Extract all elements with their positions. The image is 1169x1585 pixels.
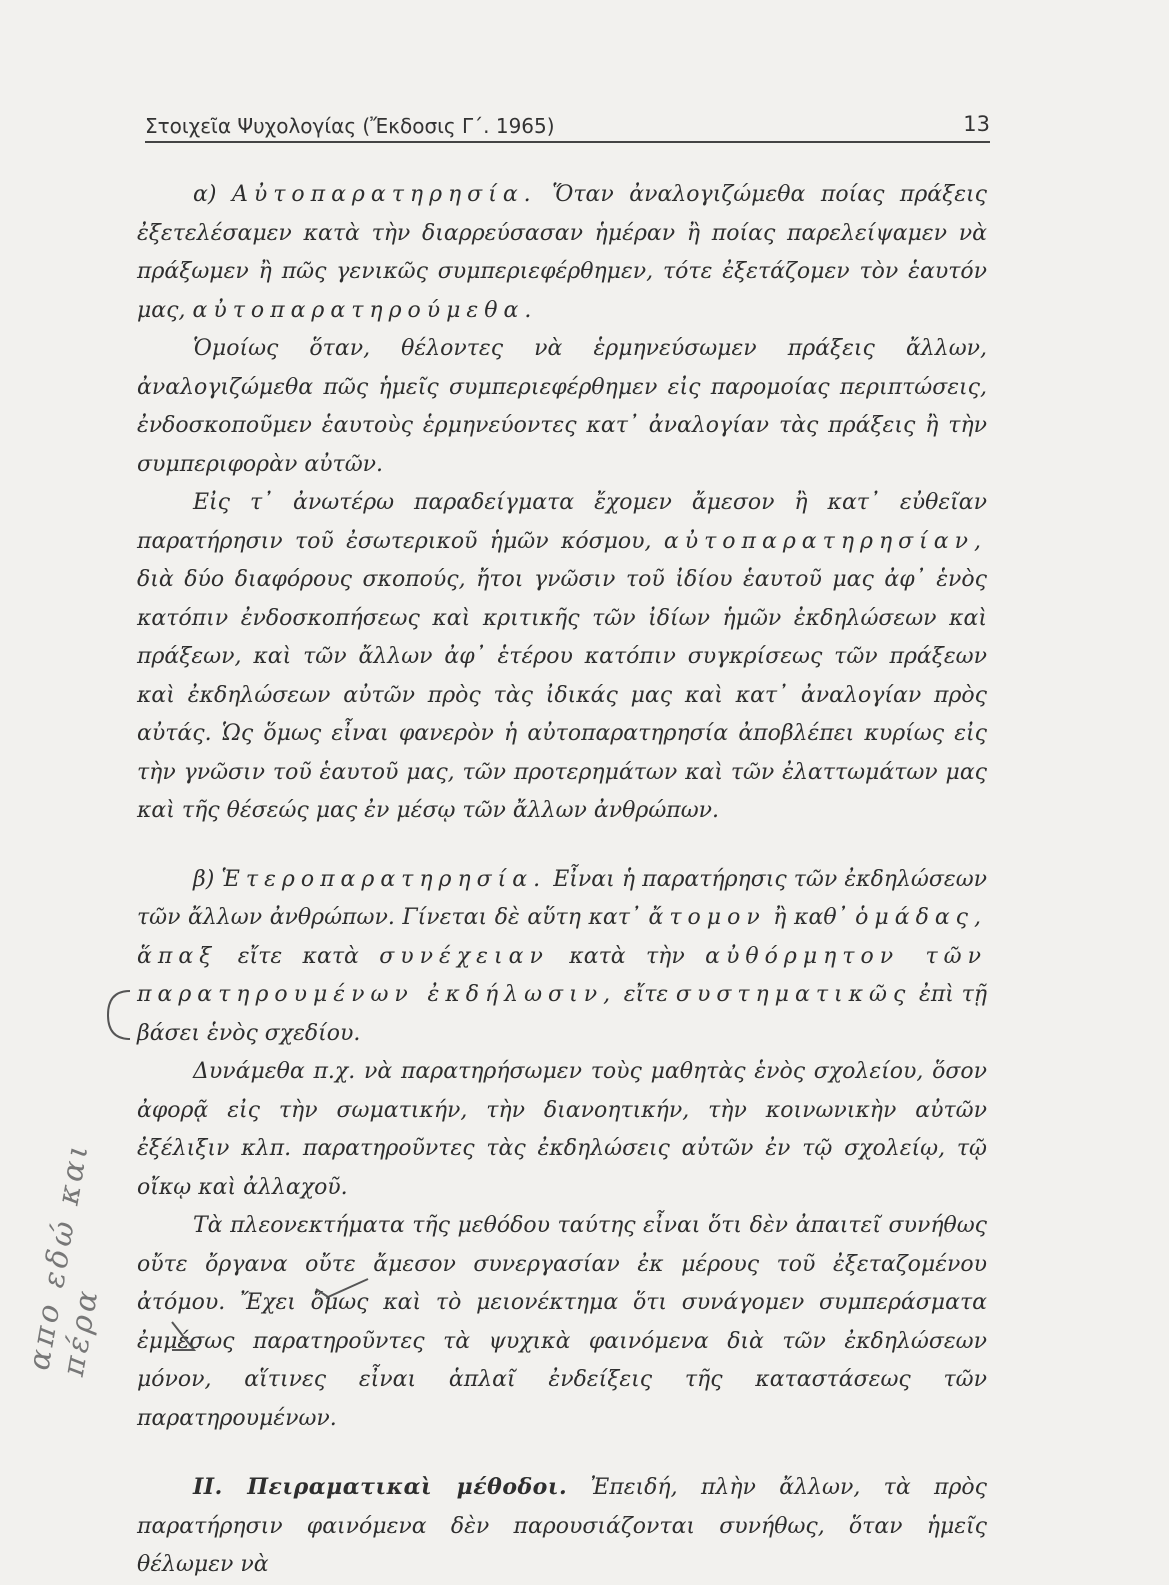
paragraph-anotero <box>137 484 987 831</box>
section-experimental-methods <box>137 1468 987 1585</box>
handwritten-check-icon <box>312 1275 372 1305</box>
term-omadas: ὁμάδας, <box>855 905 987 930</box>
page-header <box>145 112 990 142</box>
body-text <box>137 176 987 1585</box>
spacer <box>137 1438 987 1468</box>
handwritten-arrow-icon <box>168 1318 208 1358</box>
term-synexeian: συνέχειαν <box>379 943 549 969</box>
paragraph-text: ἢ καθ᾽ <box>765 905 856 930</box>
paragraph-text: Ὅταν ἀναλογιζώμεθα ποίας πράξεις ἐξετελέσαμεν κατὰ τὴν διαρρεύσασαν ἡμέραν ἢ ποίας παρελείψαμεν νὰ πράξωμεν ἢ πῶς γενικῶς συμπεριεφέρθημεν, τότε ἐξετάζομεν τὸν ἑαυτόν μας, <box>137 182 987 323</box>
spacer <box>137 831 987 861</box>
paragraph-text: κατὰ τὴν <box>548 943 706 969</box>
paragraph-text: διὰ δύο διαφόρους σκοπούς, ἤτοι γνῶσιν τοῦ ἰδίου ἑαυτοῦ μας ἀφ᾽ ἑνὸς κατόπιν ἐνδοσκοπήσεως καὶ κριτικῆς τῶν ἰδίων ἡμῶν ἐκδηλώσεων καὶ πράξεων, καὶ τῶν ἄλλων ἀφ᾽ ἑτέρου κατόπιν συγκρίσεως τῶν πράξεων καὶ ἐκδηλώσεων αὐτῶν πρὸς τὰς ἰδικάς μας καὶ κατ᾽ ἀναλογίαν πρὸς αὐτάς. Ὡς ὅμως εἶναι φανερὸν ἡ αὐτοπαρατηρησία ἀποβλέπει κυρίως εἰς τὴν γνῶσιν τοῦ ἑαυτοῦ μας, τῶν προτερημάτων καὶ τῶν ἐλαττωμάτων μας καὶ τῆς θέσεώς μας ἐν μέσῳ τῶν ἄλλων ἀνθρώπων. <box>137 567 987 823</box>
term-eteroparatirisia: Ἑτεροπαρατηρησία. <box>221 866 547 892</box>
header-rule <box>145 141 990 143</box>
paragraph-advantages: Τὰ πλεονεκτήματα τῆς μεθόδου ταύτης εἶναι ὅτι δὲν ἀπαιτεῖ συνήθως οὔτε ὄργανα οὔτε ἄμεσον συνεργασίαν ἐκ μέρους τοῦ ἐξεταζομένου ἀτόμου. Ἔχει ὅμως καὶ τὸ μειονέκτημα ὅτι συνάγομεν συμπεράσματα ἐμμέσως παρατηροῦντες τὰ ψυχικὰ φαινόμενα διὰ τῶν ἐκδηλώσεων μόνον, αἵτινες εἶναι ἁπλαῖ ἐνδείξεις τῆς καταστάσεως τῶν παρατηρουμένων. <box>137 1213 987 1431</box>
paragraph-example: Δυνάμεθα π.χ. νὰ παρατηρήσωμεν τοὺς μαθητὰς ἑνὸς σχολείου, ὅσον ἀφορᾷ εἰς τὴν σωματικήν, τὴν διανοητικήν, τὴν κοινωνικὴν αὐτῶν ἐξέλιξιν κλπ. παρατηροῦντες τὰς ἐκδηλώσεις αὐτῶν ἐν τῷ σχολείῳ, τῷ οἴκῳ καὶ ἀλλαχοῦ. <box>137 1059 987 1200</box>
section-heading: ΙΙ. Πειραματικαὶ μέθοδοι. <box>193 1474 568 1500</box>
term-autoparatirisian: αὐτοπαρατηρησίαν, <box>663 528 987 554</box>
paragraph-omoios: Ὁμοίως ὅταν, θέλοντες νὰ ἑρμηνεύσωμεν πράξεις ἄλλων, ἀναλογιζώμεθα πῶς ἡμεῖς συμπεριεφέρθημεν εἰς παρομοίας περιπτώσεις, ἐνδοσκοποῦμεν ἑαυτοὺς ἑρμηνεύοντες κατ᾽ ἀναλογίαν τὰς πράξεις ἢ τὴν συμπεριφορὰν αὐτῶν. <box>137 336 987 477</box>
term-autoparatiroumetha: αὐτοπαρατηρούμεθα. <box>192 297 538 323</box>
paragraph-eteroparatirisia <box>137 861 987 1054</box>
paragraph-autoparatirisia <box>137 176 987 330</box>
paragraph-text: Ἐπειδή, πλὴν ἄλλων, τὰ πρὸς παρατήρησιν φαινόμενα δὲν παρουσιάζονται συνήθως, ὅταν ἡμεῖς θέλωμεν νὰ <box>137 1475 987 1577</box>
paragraph-text: ἐπὶ τῇ βάσει ἑνὸς σχεδίου. <box>137 982 987 1046</box>
handwritten-margin-note: απο εδώ και πέρα <box>21 1138 107 1379</box>
term-atomon: ἄτομον <box>648 905 766 930</box>
running-title: Στοιχεῖα Ψυχολογίας (Ἔκδοσις Γ΄. 1965) <box>145 114 555 138</box>
term-authormiton: αὐθόρμητον τῶν παρατηρουμένων ἐκδήλωσιν, <box>137 943 988 1007</box>
item-label: β) <box>193 866 222 892</box>
paragraph-text: Εἶναι ἡ παρατήρησις τῶν ἐκδηλώσεων τῶν ἄλλων ἀνθρώπων. Γίνεται δὲ αὕτη κατ᾽ <box>137 866 988 930</box>
paragraph-text: εἴτε <box>616 982 676 1007</box>
handwritten-bracket-icon <box>100 985 140 1045</box>
term-systimatikos: συστηματικῶς <box>675 982 912 1007</box>
page-number: 13 <box>963 112 990 136</box>
term-apax: ἅπαξ <box>137 943 218 969</box>
paragraph-text: Εἰς τ᾽ ἀνωτέρω παραδείγματα ἔχομεν ἄμεσον ἢ κατ᾽ εὐθεῖαν παρατήρησιν τοῦ ἐσωτερικοῦ ἡμῶν κόσμου, <box>137 490 987 554</box>
paragraph-text: εἴτε κατὰ <box>217 943 380 969</box>
term-autoparatirisia: Αὐτοπαρατηρησία. <box>231 182 537 207</box>
item-label: α) <box>193 182 232 207</box>
